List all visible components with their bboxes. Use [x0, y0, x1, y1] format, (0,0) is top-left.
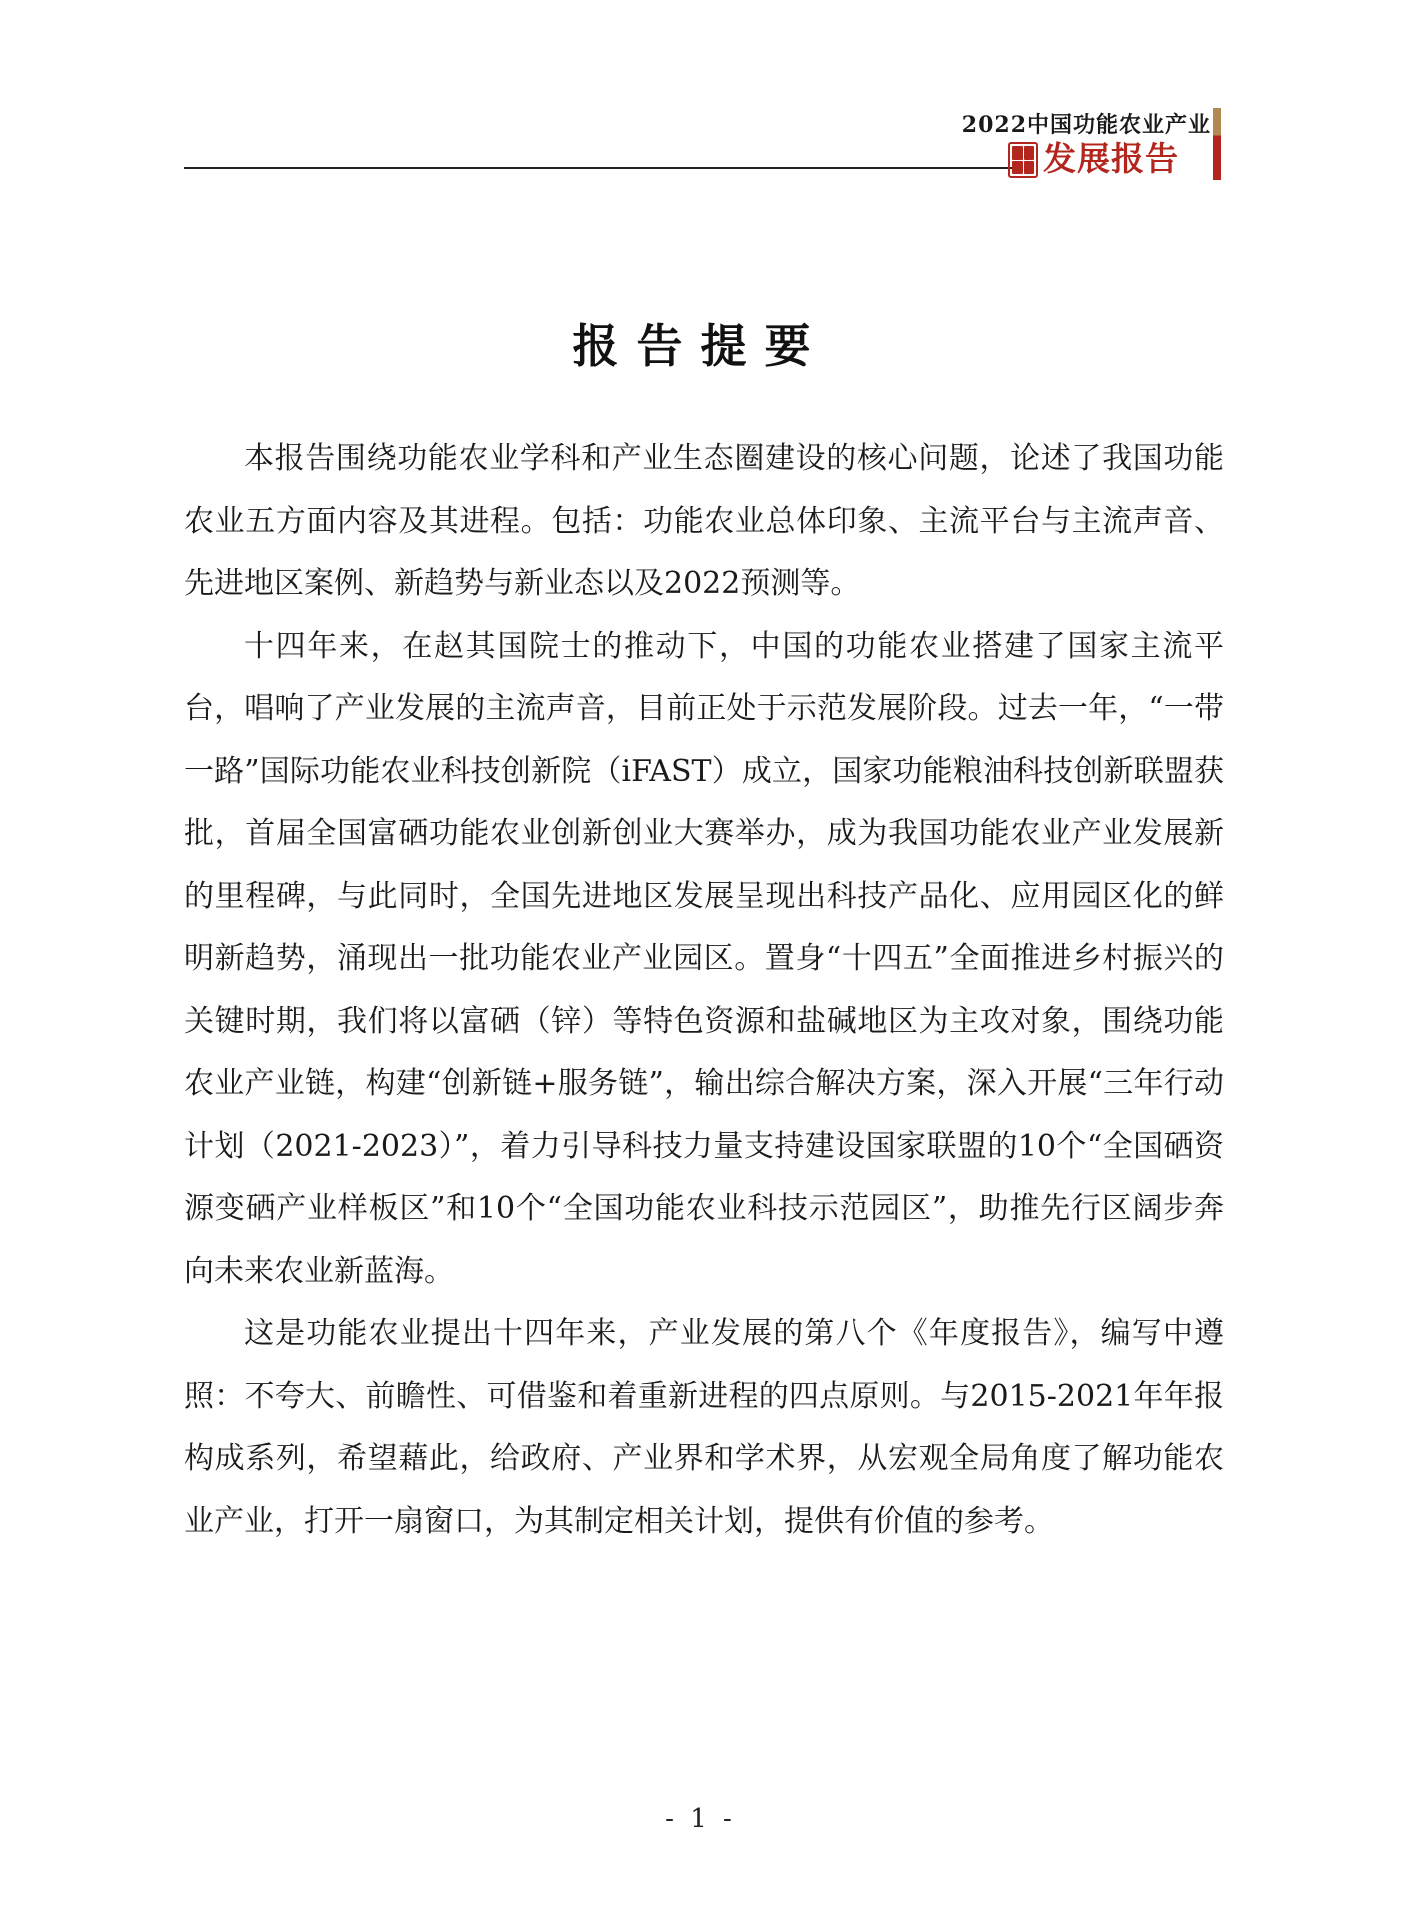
report-summary-body [184, 428, 1224, 1553]
page-number: - 1 - [665, 1804, 736, 1834]
paragraph-2: 十四年来，在赵其国院士的推动下，中国的功能农业搭建了国家主流平台，唱响了产业发展的主流声音，目前正处于示范发展阶段。过去一年，“一带一路”国际功能农业科技创新院（iFAST）成立，国家功能粮油科技创新联盟获批，首届全国富硒功能农业创新创业大赛举办，成为我国功能农业产业发展新的里程碑，与此同时，全国先进地区发展呈现出科技产品化、应用园区化的鲜明新趋势，涌现出一批功能农业产业园区。置身“十四五”全面推进乡村振兴的关键时期，我们将以富硒（锌）等特色资源和盐碱地区为主攻对象，围绕功能农业产业链，构建“创新链+服务链”，输出综合解决方案，深入开展“三年行动计划（2021-2023）”，着力引导科技力量支持建设国家联盟的10个“全国硒资源变硒产业样板区”和10个“全国功能农业科技示范园区”，助推先行区阔步奔向未来农业新蓝海。 [184, 628, 1224, 1289]
header-accent-bar [1213, 108, 1221, 180]
paragraph-1: 本报告围绕功能农业学科和产业生态圈建设的核心问题，论述了我国功能农业五方面内容及其进程。包括：功能农业总体印象、主流平台与主流声音、先进地区案例、新趋势与新业态以及2022预测等。 [184, 441, 1224, 601]
header-subtitle: 2022中国功能农业产业 [961, 112, 1211, 138]
paragraph-3: 这是功能农业提出十四年来，产业发展的第八个《年度报告》，编写中遵照：不夸大、前瞻性、可借鉴和着重新进程的四点原则。与2015-2021年年报构成系列，希望藉此，给政府、产业界和学术界，从宏观全局角度了解功能农业产业，打开一扇窗口，为其制定相关计划，提供有价值的参考。 [184, 1316, 1224, 1539]
page-title: 报告提要 [572, 319, 829, 373]
red-seal-stamp-icon [1008, 142, 1038, 178]
header-title: 发展报告 [1043, 139, 1179, 178]
header-divider [184, 167, 1016, 169]
